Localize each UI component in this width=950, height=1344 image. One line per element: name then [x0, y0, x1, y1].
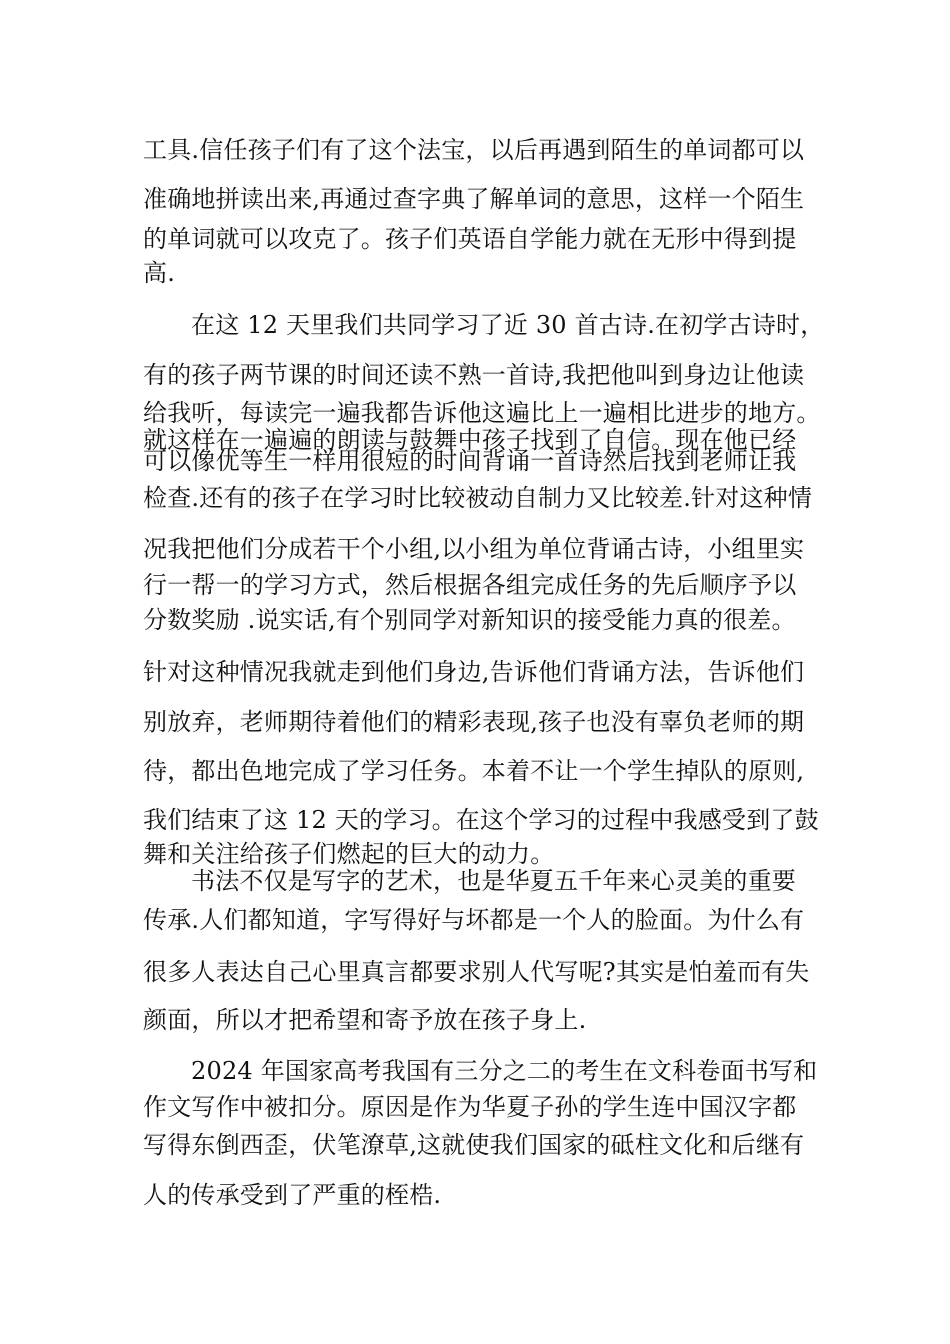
text-line: 的单词就可以攻克了。孩子们英语自学能力就在无形中得到提 — [143, 225, 797, 253]
text-line: 颜面，所以才把希望和寄予放在孩子身上. — [143, 1006, 587, 1034]
text-line: 有的孩子两节课的时间还读不熟一首诗,我把他叫到身边让他读 — [143, 361, 805, 389]
text-line: 工具.信任孩子们有了这个法宝，以后再遇到陌生的单词都可以 — [143, 136, 805, 164]
text-line: 针对这种情况我就走到他们身边,告诉他们背诵方法，告诉他们 — [143, 658, 805, 686]
text-line: 高. — [143, 259, 176, 287]
text-line-paragraph-start: 2024 年国家高考我国有三分之二的考生在文科卷面书写和 — [191, 1057, 818, 1085]
text-line: 别放弃，老师期待着他们的精彩表现,孩子也没有辜负老师的期 — [143, 708, 805, 736]
text-line: 作文写作中被扣分。原因是作为华夏子孙的学生连中国汉字都 — [143, 1093, 797, 1121]
text-line: 写得东倒西歪，伏笔潦草,这就使我们国家的砥柱文化和后继有 — [143, 1131, 805, 1159]
text-line: 行一帮一的学习方式，然后根据各组完成任务的先后顺序予以 — [143, 571, 797, 599]
text-line-paragraph-start: 在这 12 天里我们共同学习了近 30 首古诗.在初学古诗时， — [191, 311, 825, 339]
text-line: 况我把他们分成若干个小组,以小组为单位背诵古诗，小组里实 — [143, 535, 805, 563]
text-line: 准确地拼读出来,再通过查字典了解单词的意思，这样一个陌生 — [143, 185, 805, 213]
text-line: 舞和关注给孩子们燃起的巨大的动力。 — [143, 840, 555, 868]
text-line: 很多人表达自己心里真言都要求别人代写呢?其实是怕羞而有失 — [143, 958, 810, 986]
text-line: 就这样在一遍遍的朗读与鼓舞中孩子找到了自信。现在他已经 — [143, 426, 797, 454]
text-line: 可以像优等生一样用很短的时间背诵一首诗然后找到老师让我 — [143, 447, 797, 475]
text-line: 待，都出色地完成了学习任务。本着不让一个学生掉队的原则, — [143, 757, 805, 785]
text-line-paragraph-start: 书法不仅是写字的艺术，也是华夏五千年来心灵美的重要 — [191, 867, 796, 895]
text-line: 人的传承受到了严重的桎梏. — [143, 1181, 442, 1209]
text-line: 我们结束了这 12 天的学习。在这个学习的过程中我感受到了鼓 — [143, 806, 819, 834]
text-line: 检查.还有的孩子在学习时比较被动自制力又比较差.针对这种情 — [143, 484, 813, 512]
text-line: 分数奖励 .说实话,有个别同学对新知识的接受能力真的很差。 — [143, 606, 796, 634]
text-line: 传承.人们都知道，字写得好与坏都是一个人的脸面。为什么有 — [143, 906, 805, 934]
text-line: 给我听，每读完一遍我都告诉他这遍比上一遍相比进步的地方。 — [143, 399, 821, 427]
